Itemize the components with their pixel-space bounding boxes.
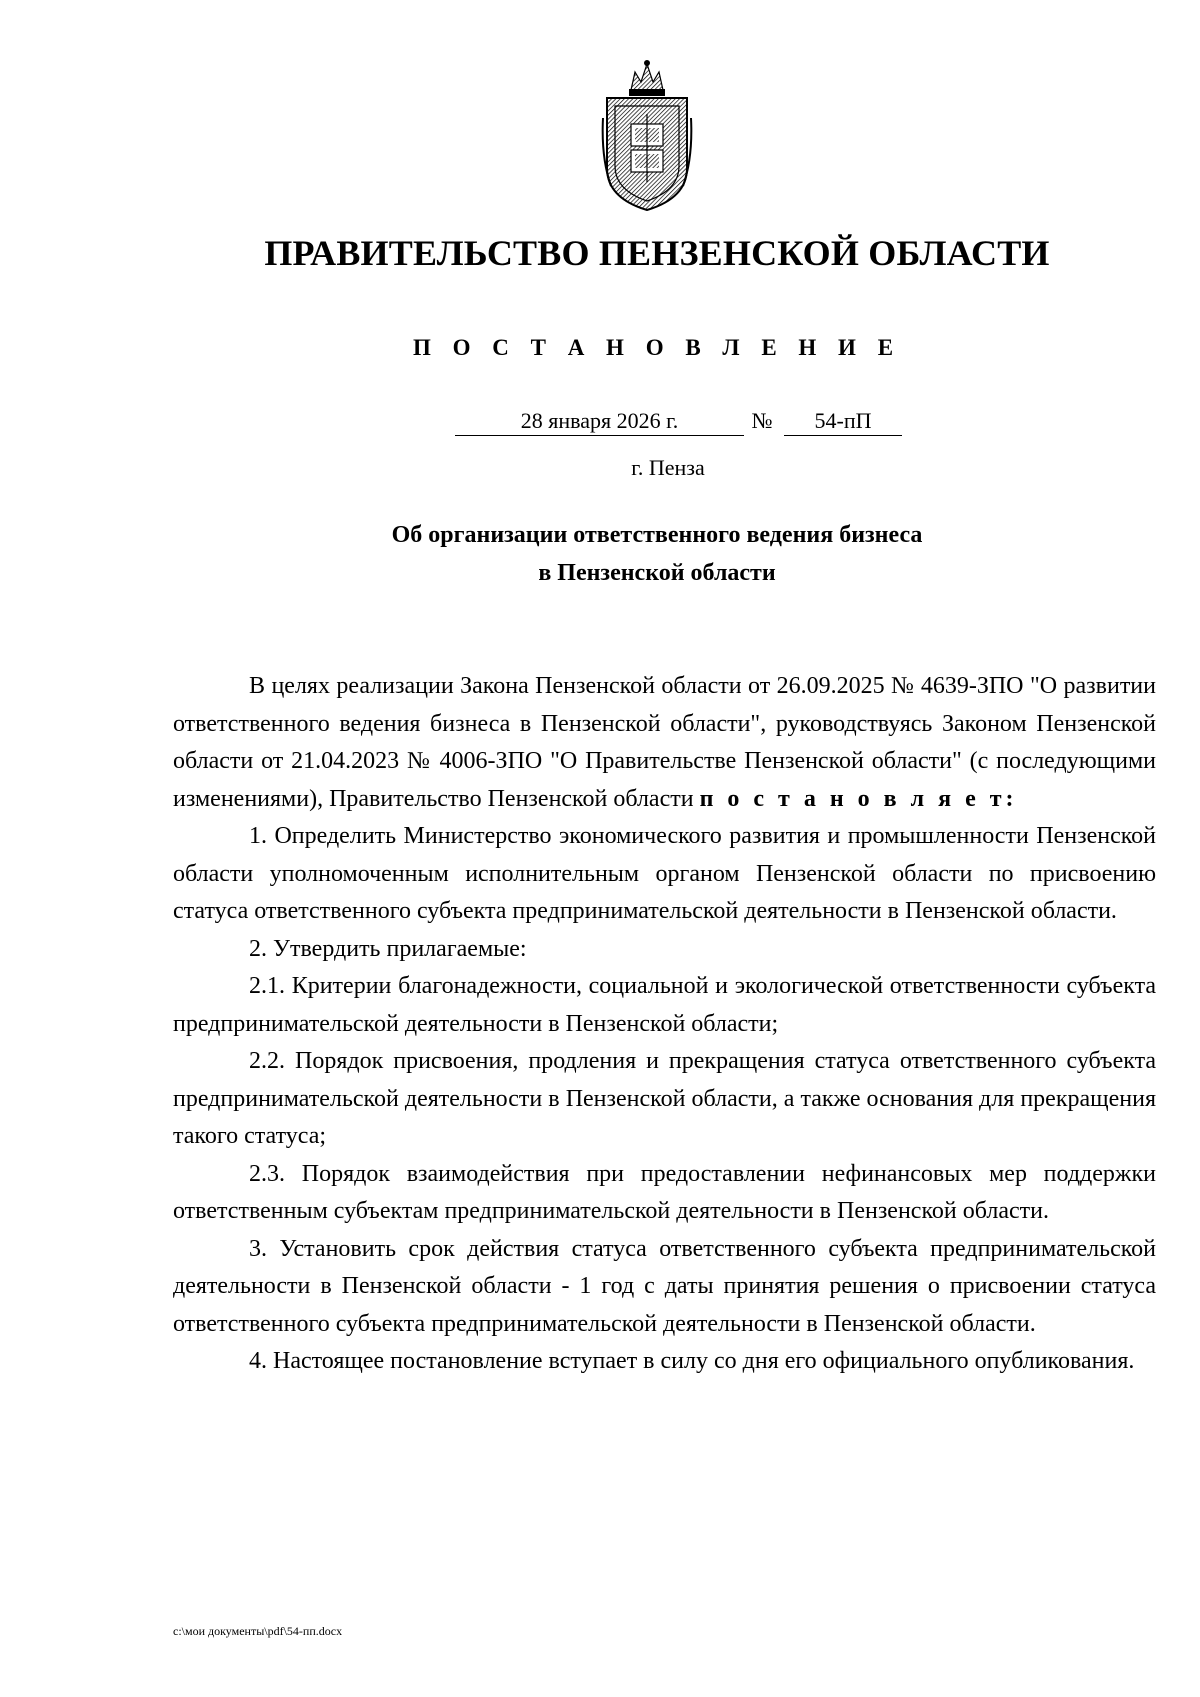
document-date: 28 января 2026 г. [455, 407, 744, 436]
file-path-footer: c:\мои документы\pdf\54-пп.docx [173, 1624, 343, 1638]
paragraph-2-2: 2.2. Порядок присвоения, продления и прекращения статуса ответственного субъекта предпринимательской деятельности в Пензенской области, а также основания для прекращения такого статуса; [173, 1048, 1156, 1149]
decree-word: п о с т а н о в л я е т: [699, 785, 1018, 812]
issue-city: г. Пенза [631, 455, 705, 480]
paragraph-4: 4. Настоящее постановление вступает в силу со дня его официального опубликования. [249, 1348, 1135, 1374]
document-number: 54-пП [784, 407, 902, 436]
organization-title: ПРАВИТЕЛЬСТВО ПЕНЗЕНСКОЙ ОБЛАСТИ [264, 233, 1050, 273]
number-sign: № [751, 408, 773, 433]
paragraph-2: 2. Утвердить прилагаемые: [249, 935, 527, 962]
paragraph-2-1: 2.1. Критерии благонадежности, социальной и экологической ответственности субъекта предпринимательской деятельности в Пензенской области; [173, 973, 1156, 1037]
subject-line-1: Об организации ответственного ведения бизнеса [391, 522, 923, 548]
paragraph-3: 3. Установить срок действия статуса ответственного субъекта предпринимательской деятельности в Пензенской области - 1 год с даты принятия решения о присвоении статуса ответственного субъекта предпринимательской деятельности в Пензенской области. [173, 1235, 1156, 1337]
paragraph-2-3: 2.3. Порядок взаимодействия при предоставлении нефинансовых мер поддержки ответственным субъектам предпринимательской деятельности в Пензенской области. [173, 1160, 1156, 1224]
document-type: П О С Т А Н О В Л Е Н И Е [412, 335, 902, 360]
document-body [173, 668, 1156, 1381]
intro-paragraph [173, 668, 1156, 818]
intro-text: В целях реализации Закона Пензенской области от 26.09.2025 № 4639-ЗПО "О развитии ответственного ведения бизнеса в Пензенской области", руководствуясь Законом Пензенской области от 21.04.2023 № 4006-ЗПО "О Правительстве Пензенской области" (с последующими изменениями), Правительство Пензенской области [173, 673, 1156, 812]
document-subject [0, 516, 1200, 592]
paragraph-1: 1. Определить Министерство экономического развития и промышленности Пензенской области уполномоченным исполнительным органом Пензенской области по присвоению статуса ответственного субъекта предпринимательской деятельности в Пензенской области. [173, 823, 1156, 924]
coat-of-arms-icon [601, 58, 693, 213]
subject-line-2: в Пензенской области [538, 560, 776, 586]
